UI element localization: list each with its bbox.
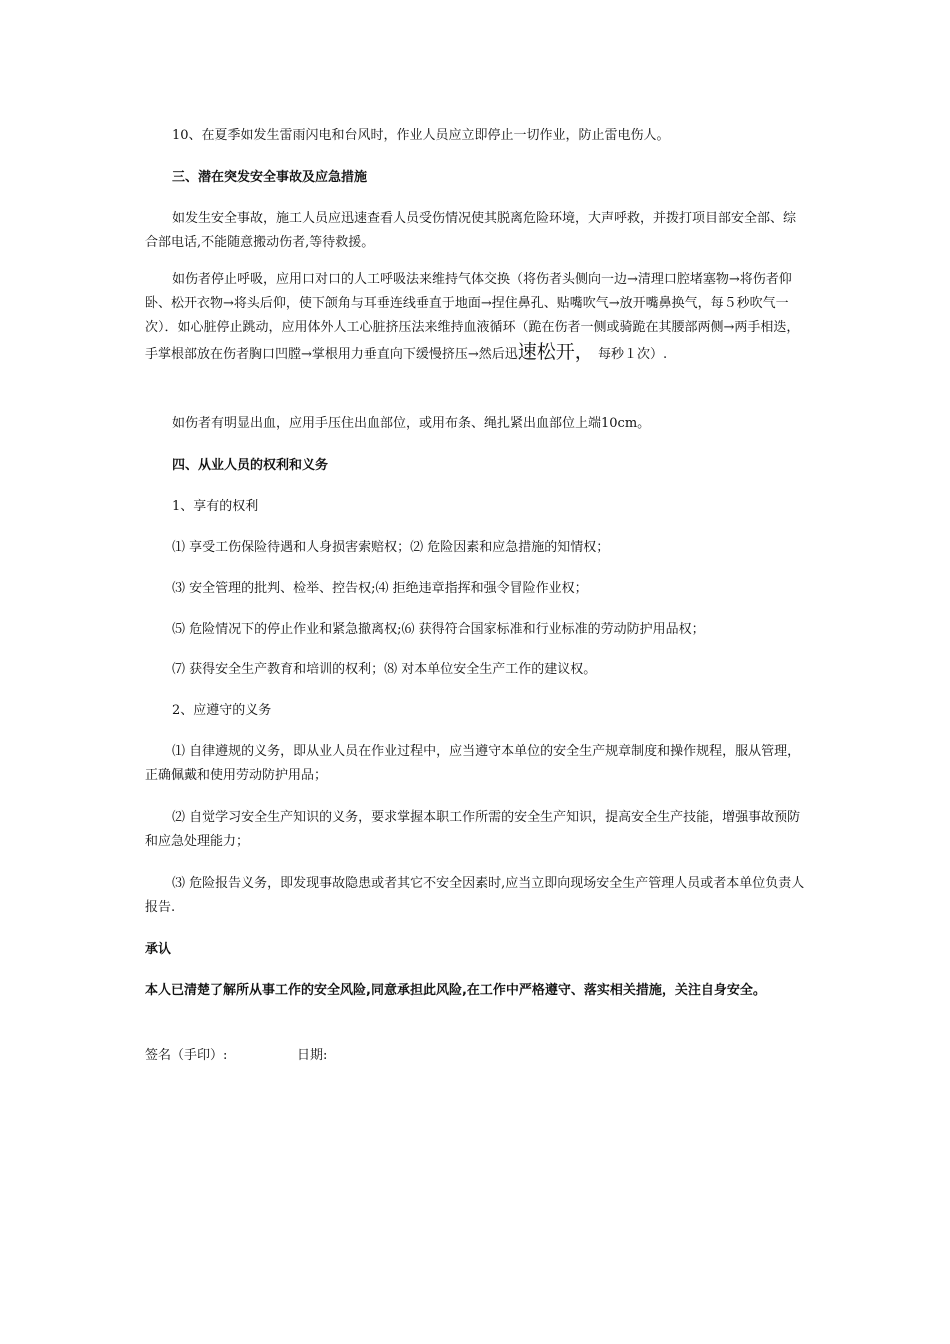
rights-item-2: ⑶ 安全管理的批判、检举、控告权;⑷ 拒绝违章指挥和强令冒险作业权； (172, 581, 588, 596)
acknowledgement-title: 承认 (145, 942, 172, 957)
duties-title: 2、应遵守的义务 (172, 703, 272, 718)
signature-row (145, 1044, 807, 1068)
duties-item-2: ⑵ 自觉学习安全生产知识的义务，要求掌握本职工作所需的安全生产知识，提高安全生产技能，增强事故预防和应急处理能力； (145, 810, 801, 849)
rights-title: 1、享有的权利 (172, 499, 259, 514)
acknowledgement-text: 本人已清楚了解所从事工作的安全风险,同意承担此风险,在工作中严格遵守、落实相关措施，关注自身安全。 (145, 983, 766, 998)
cpr-text-large: 速松开， (517, 341, 594, 363)
accident-paragraph: 如发生安全事故，施工人员应迅速查看人员受伤情况使其脱离危险环境，大声呼救，并拨打项目部安全部、综合部电话,不能随意搬动伤者,等待救援。 (145, 211, 797, 250)
rights-item-3: ⑸ 危险情况下的停止作业和紧急撤离权;⑹ 获得符合国家标准和行业标准的劳动防护用品权； (172, 622, 705, 637)
date-label: 日期: (297, 1048, 328, 1063)
cpr-text-part1: 如伤者停止呼吸，应用口对口的人工呼吸法来维持气体交换（将伤者头侧向一边→清理口腔堵塞物→将伤者仰卧、松开衣物→将头后仰，使下颌角与耳垂连线垂直于地面→捏住鼻孔、贴嘴吹气→放开嘴鼻换气，每５秒吹气一次）．如心脏停止跳动，应用体外人工心脏挤压法来维持血液循环（跪在伤者一侧或骑跪在其腰部两侧→两手相迭，手掌根部放在伤者胸口凹膛→掌根用力垂直向下缓慢挤压→然后迅 (145, 272, 800, 362)
cpr-text-part2: 每秒１次）. (593, 347, 668, 362)
section-4-title: 四、从业人员的权利和义务 (172, 458, 329, 473)
bleeding-paragraph: 如伤者有明显出血，应用手压住出血部位，或用布条、绳扎紧出血部位上端10cm。 (172, 416, 651, 431)
rights-item-4: ⑺ 获得安全生产教育和培训的权利；⑻ 对本单位安全生产工作的建议权。 (172, 662, 597, 677)
duties-item-3: ⑶ 危险报告义务，即发现事故隐患或者其它不安全因素时,应当立即向现场安全生产管理人员或者本单位负责人报告. (145, 876, 805, 915)
item-10: 10、在夏季如发生雷雨闪电和台风时，作业人员应立即停止一切作业，防止雷电伤人。 (172, 128, 670, 143)
signature-label: 签名（手印）: (145, 1048, 228, 1063)
duties-item-1: ⑴ 自律遵规的义务，即从业人员在作业过程中，应当遵守本单位的安全生产规章制度和操作规程，服从管理，正确佩戴和使用劳动防护用品； (145, 744, 801, 783)
section-3-title: 三、潜在突发安全事故及应急措施 (172, 170, 368, 185)
rights-item-1: ⑴ 享受工伤保险待遇和人身损害索赔权；⑵ 危险因素和应急措施的知情权； (172, 540, 610, 555)
cpr-paragraph (145, 268, 807, 367)
